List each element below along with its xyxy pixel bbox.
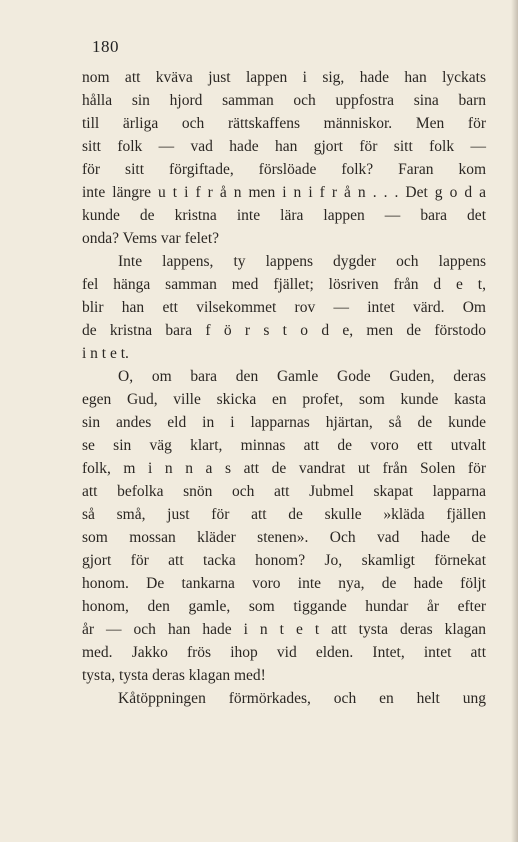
body-text (82, 66, 486, 710)
text-line: se sin väg klart, minnas att de voro ett utvalt (82, 437, 486, 454)
text-line: i n t e t. (82, 345, 129, 362)
text-line: med. Jakko frös ihop vid elden. Intet, intet att (82, 644, 486, 661)
text-line: honom, den gamle, som tiggande hundar år efter (82, 598, 486, 615)
text-line: Inte lappens, ty lappens dygder och lappens (118, 253, 486, 270)
text-line: att befolka snön och att Jubmel skapat lapparna (82, 483, 486, 500)
text-line: sitt folk — vad hade han gjort för sitt folk — (82, 138, 486, 155)
text-line: egen Gud, ville skicka en profet, som kunde kasta (82, 391, 486, 408)
text-line: Kåtöppningen förmörkades, och en helt ung (118, 690, 486, 707)
text-line: fel hänga samman med fjället; lösriven från d e t, (82, 276, 486, 293)
text-line: honom. De tankarna voro inte nya, de hade följt (82, 575, 486, 592)
text-line: för sitt förgiftade, förslöade folk? Faran kom (82, 161, 486, 178)
text-line: sin andes eld in i lapparnas hjärtan, så de kunde (82, 414, 486, 431)
page-number: 180 (92, 37, 119, 56)
text-line: som mossan kläder stenen». Och vad hade de (82, 529, 486, 546)
text-line: år — och han hade i n t e t att tysta deras klagan (82, 621, 486, 638)
text-line: nom att kväva just lappen i sig, hade han lyckats (82, 69, 486, 86)
text-line: de kristna bara f ö r s t o d e, men de förstodo (82, 322, 486, 339)
text-line: folk, m i n n a s att de vandrat ut från Solen för (82, 460, 486, 477)
text-line: O, om bara den Gamle Gode Guden, deras (118, 368, 486, 385)
text-line: så små, just för att de skulle »kläda fjällen (82, 506, 486, 523)
page-edge-shadow (511, 0, 518, 842)
text-line: onda? Vems var felet? (82, 230, 220, 247)
text-line: gjort för att tacka honom? Jo, skamligt förnekat (82, 552, 486, 569)
text-line: tysta, tysta deras klagan med! (82, 667, 266, 684)
text-line: blir han ett vilsekommet rov — intet värd. Om (82, 299, 486, 316)
text-line: hålla sin hjord samman och uppfostra sina barn (82, 92, 486, 109)
text-line: inte längre u t i f r å n men i n i f r å n . . . Det g o d a (82, 184, 486, 201)
text-line: till ärliga och rättskaffens människor. Men för (82, 115, 486, 132)
text-line: kunde de kristna inte lära lappen — bara det (82, 207, 486, 224)
